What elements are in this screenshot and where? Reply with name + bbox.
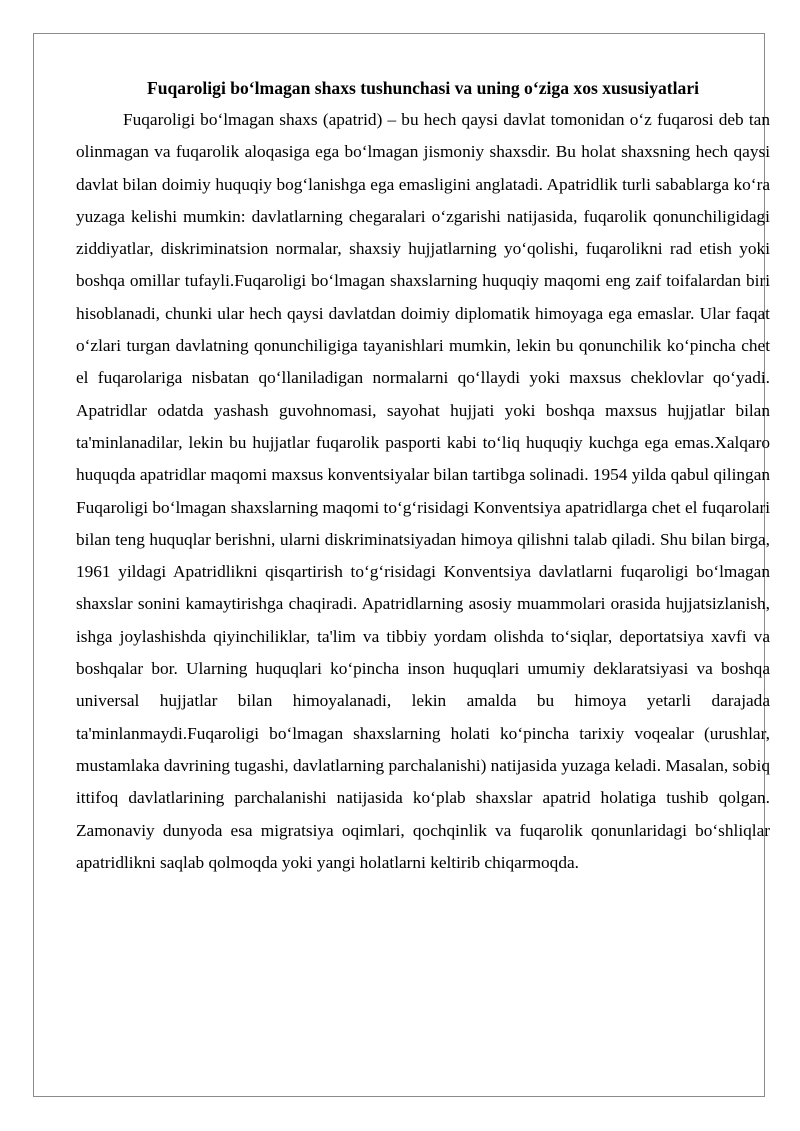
document-title: Fuqaroligi bo‘lmagan shaxs tushunchasi va uning o‘ziga xos xususiyatlari — [146, 78, 700, 98]
document-body-paragraph: Fuqaroligi bo‘lmagan shaxs (apatrid) – bu hech qaysi davlat tomonidan o‘z fuqarosi deb tan olinmagan va fuqarolik aloqasiga ega bo‘lmagan jismoniy shaxsdir. Bu holat shaxsning hech qaysi davlat bilan doimiy huquqiy bog‘lanishga ega emasligini anglatadi. Apatridlik turli sabablarga ko‘ra yuzaga kelishi mumkin: davlatlarning chegaralari o‘zgarishi natijasida, fuqarolik qonunchiligidagi ziddiyatlar, diskriminatsion normalar, shaxsiy hujjatlarning yo‘qolishi, fuqarolikni rad etish yoki boshqa omillar tufayli.Fuqaroligi bo‘lmagan shaxslarning huquqiy maqomi eng zaif toifalardan biri hisoblanadi, chunki ular hech qaysi davlatdan doimiy diplomatik himoyaga ega emaslar. Ular faqat o‘zlari turgan davlatning qonunchiligiga tayanishlari mumkin, lekin bu qonunchilik ko‘pincha chet el fuqarolariga nisbatan qo‘llaniladigan normalarni qo‘llaydi yoki maxsus cheklovlar qo‘yadi. Apatridlar odatda yashash guvohnomasi, sayohat hujjati yoki boshqa maxsus hujjatlar bilan ta'minlanadilar, lekin bu hujjatlar fuqarolik pasporti kabi to‘liq huquqiy kuchga ega emas.Xalqaro huquqda apatridlar maqomi maxsus konventsiyalar bilan tartibga solinadi. 1954 yilda qabul qilingan Fuqaroligi bo‘lmagan shaxslarning maqomi to‘g‘risidagi Konventsiya apatridlarga chet el fuqarolari bilan teng huquqlar berishni, ularni diskriminatsiyadan himoya qilishni talab qiladi. Shu bilan birga, 1961 yildagi Apatridlikni qisqartirish to‘g‘risidagi Konventsiya davlatlarni fuqaroligi bo‘lmagan shaxslar sonini kamaytirishga chaqiradi. Apatridlarning asosiy muammolari orasida hujjatsizlanish, ishga joylashishda qiyinchiliklar, ta'lim va tibbiy yordam olishda to‘siqlar, deportatsiya xavfi va boshqalar bor. Ularning huquqlari ko‘pincha inson huquqlari umumiy deklaratsiyasi va boshqa universal hujjatlar bilan himoyalanadi, lekin amalda bu himoya yetarli darajada ta'minlanmaydi.Fuqaroligi bo‘lmagan shaxslarning holati ko‘pincha tarixiy voqealar (urushlar, mustamlaka davrining tugashi, davlatlarning parchalanishi) natijasida yuzaga keladi. Masalan, sobiq ittifoq davlatlarining parchalanishi natijasida ko‘plab shaxslar apatrid holatiga tushib qolgan. Zamonaviy dunyoda esa migratsiya oqimlari, qochqinlik va fuqarolik qonunlaridagi bo‘shliqlar apatridlikni saqlab qolmoqda yoki yangi holatlarni keltirib chiqarmoqda. — [76, 110, 770, 872]
document-content — [76, 72, 770, 879]
